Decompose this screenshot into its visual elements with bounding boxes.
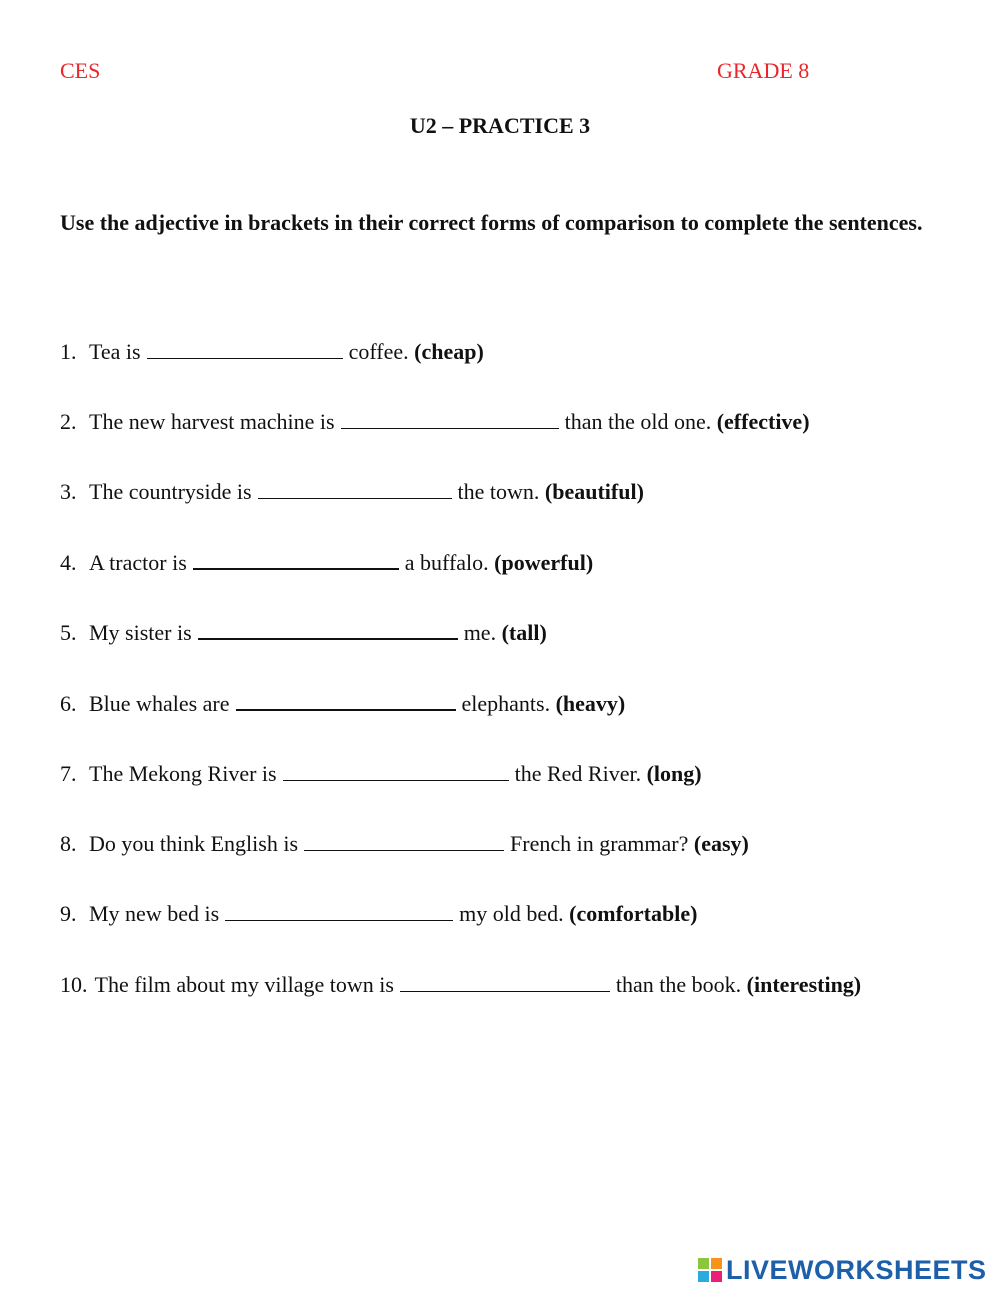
answer-blank[interactable] — [341, 410, 559, 429]
exercise-text-after: me. — [463, 620, 497, 645]
exercise-text-after: than the old one. — [564, 409, 712, 434]
exercise-text-before: The countryside is — [89, 479, 252, 504]
exercise-number: 7. — [60, 761, 77, 786]
exercise-10 — [60, 970, 861, 1000]
exercise-text-after: the Red River. — [514, 761, 642, 786]
school-name: CES — [60, 58, 101, 83]
logo-square — [698, 1271, 709, 1282]
answer-blank[interactable] — [198, 620, 458, 640]
exercise-text-before: A tractor is — [89, 550, 187, 575]
exercise-text-before: The Mekong River is — [89, 761, 277, 786]
exercise-number: 6. — [60, 691, 77, 716]
exercise-5 — [60, 618, 547, 648]
exercise-9 — [60, 899, 697, 929]
logo-square — [711, 1258, 722, 1269]
exercise-number: 5. — [60, 620, 77, 645]
exercise-number: 8. — [60, 831, 77, 856]
exercise-text-before: My sister is — [89, 620, 192, 645]
exercise-1 — [60, 337, 484, 367]
exercise-3 — [60, 477, 644, 507]
logo-square — [711, 1271, 722, 1282]
exercise-number: 10. — [60, 972, 88, 997]
answer-blank[interactable] — [400, 973, 610, 992]
exercise-text-after: than the book. — [615, 972, 742, 997]
exercise-text-after: elephants. — [461, 691, 551, 716]
exercise-number: 2. — [60, 409, 77, 434]
exercise-number: 3. — [60, 479, 77, 504]
answer-blank[interactable] — [147, 340, 343, 359]
exercise-number: 9. — [60, 901, 77, 926]
exercise-hint: (beautiful) — [544, 479, 644, 504]
page-title: U2 – PRACTICE 3 — [409, 113, 591, 138]
exercise-text-after: coffee. — [348, 339, 409, 364]
exercise-text-after: French in grammar? — [510, 831, 689, 856]
logo-square — [698, 1258, 709, 1269]
logo-text: LIVEWORKSHEETS — [726, 1254, 987, 1285]
exercise-text-before: The film about my village town is — [94, 972, 394, 997]
exercise-text-before: My new bed is — [89, 901, 220, 926]
answer-blank[interactable] — [304, 832, 504, 851]
exercise-number: 4. — [60, 550, 77, 575]
exercise-text-before: Tea is — [89, 339, 141, 364]
exercise-text-after: my old bed. — [459, 901, 564, 926]
exercise-2 — [60, 407, 810, 437]
exercise-hint: (tall) — [501, 620, 547, 645]
exercise-7 — [60, 759, 702, 789]
answer-blank[interactable] — [193, 550, 399, 570]
exercise-hint: (effective) — [716, 409, 810, 434]
answer-blank[interactable] — [225, 902, 453, 921]
exercise-hint: (heavy) — [555, 691, 626, 716]
exercise-hint: (easy) — [693, 831, 749, 856]
exercise-4 — [60, 548, 593, 578]
instructions: Use the adjective in brackets in their correct forms of comparison to complete the sentences. — [60, 210, 923, 235]
answer-blank[interactable] — [283, 762, 509, 781]
exercise-text-after: a buffalo. — [404, 550, 489, 575]
exercise-hint: (interesting) — [746, 972, 862, 997]
exercise-text-after: the town. — [457, 479, 540, 504]
exercise-hint: (comfortable) — [569, 901, 698, 926]
liveworksheets-logo-icon — [698, 1258, 722, 1282]
exercise-text-before: The new harvest machine is — [89, 409, 335, 434]
exercise-hint: (cheap) — [414, 339, 484, 364]
answer-blank[interactable] — [236, 691, 456, 711]
grade-label: GRADE 8 — [717, 58, 810, 83]
exercise-number: 1. — [60, 339, 77, 364]
exercise-hint: (long) — [646, 761, 702, 786]
liveworksheets-logo — [698, 1256, 987, 1284]
exercise-text-before: Do you think English is — [89, 831, 299, 856]
exercise-text-before: Blue whales are — [89, 691, 230, 716]
exercise-6 — [60, 689, 625, 719]
exercise-hint: (powerful) — [494, 550, 594, 575]
exercise-8 — [60, 829, 749, 859]
answer-blank[interactable] — [258, 480, 452, 499]
